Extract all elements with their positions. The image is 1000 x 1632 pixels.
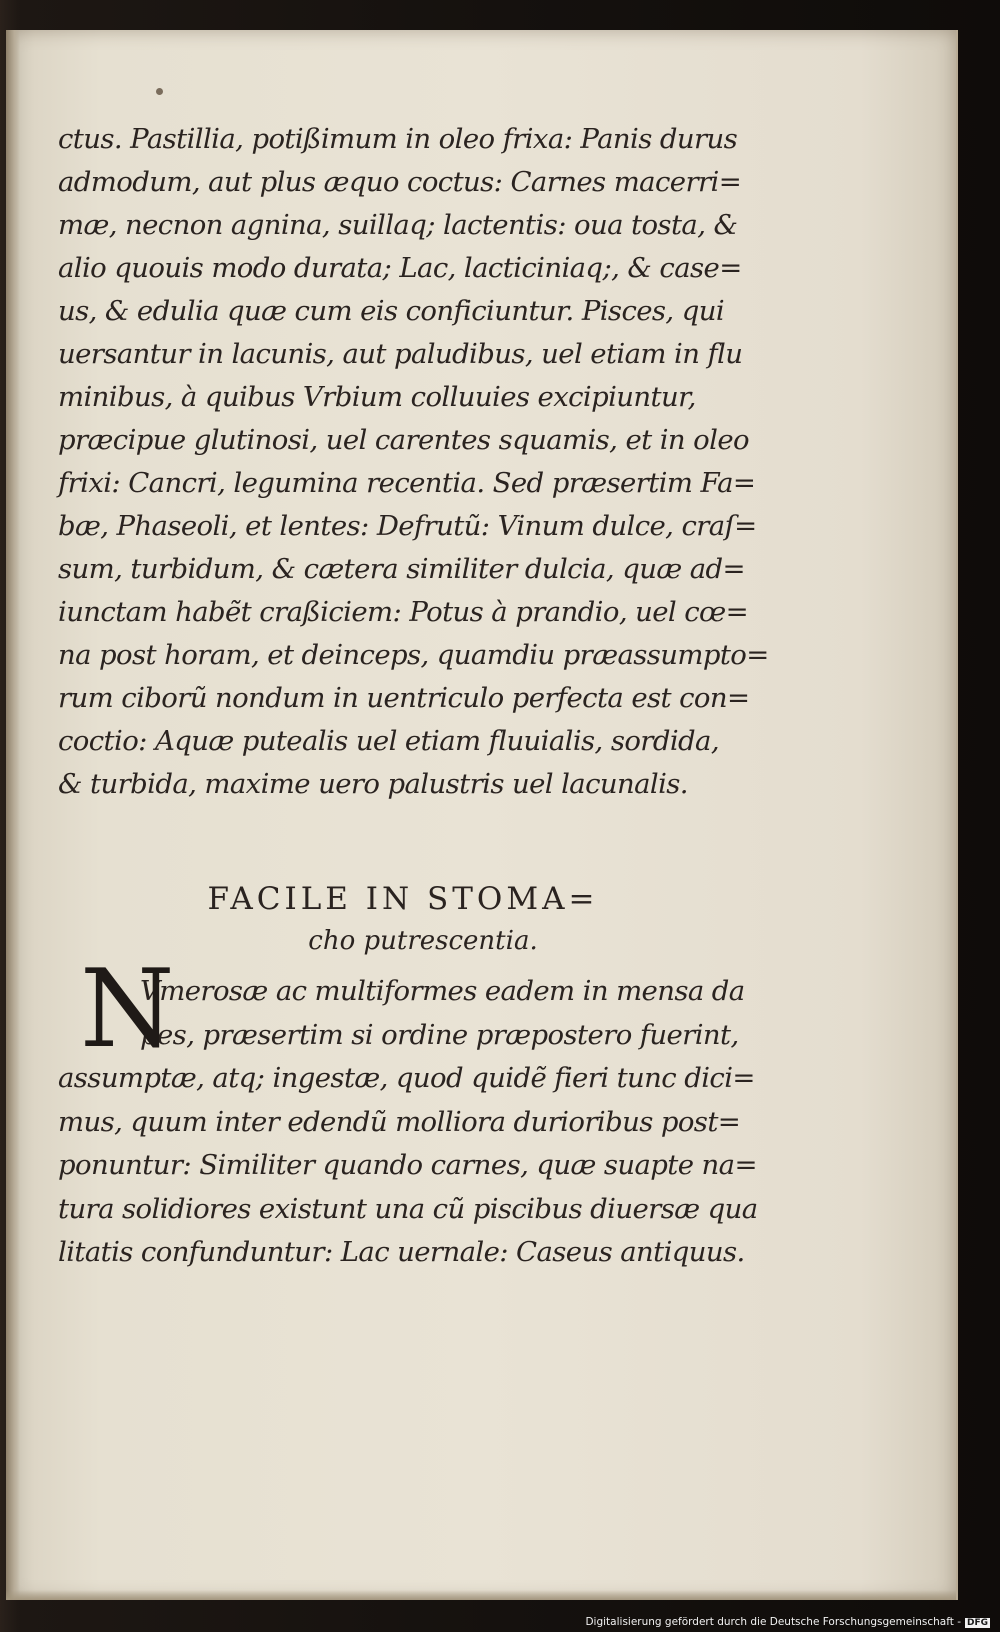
paragraph-1 <box>58 118 769 806</box>
text-line: alio quouis modo durata; Lac, lacticiniaq;, & case= <box>58 252 742 284</box>
paper-speck <box>156 88 163 95</box>
text-line: mæ, necnon agnina, suillaq; lactentis: oua tosta, & <box>58 209 738 241</box>
text-line: us, & edulia quæ cum eis conficiuntur. Pisces, qui <box>58 295 725 327</box>
text-line: præcipue glutinosi, uel carentes squamis, et in oleo <box>58 424 749 456</box>
page-gutter-shadow <box>6 30 20 1600</box>
text-line: bæ, Phaseoli, et lentes: Defrutũ: Vinum dulce, craſ= <box>58 510 757 542</box>
paragraph-2 <box>58 947 758 1275</box>
text-line: ctus. Pastillia, potißimum in oleo frixa: Panis durus <box>58 123 738 155</box>
text-line: Vmerosæ ac multiformes eadem in mensa da <box>140 975 745 1007</box>
text-line: mus, quum inter edendũ molliora durioribus post= <box>58 1105 741 1138</box>
text-line: admodum, aut plus æquo coctus: Carnes macerri= <box>58 166 742 198</box>
heading-title: FACILE IN STOMA= <box>207 881 599 917</box>
digitization-credit <box>585 1616 990 1628</box>
text-line: coctio: Aquæ putealis uel etiam fluuialis, sordida, <box>58 725 719 757</box>
dfg-logo: DFG <box>966 1618 988 1628</box>
text-line: rum ciborũ nondum in uentriculo perfecta est con= <box>58 682 750 714</box>
text-line: frixi: Cancri, legumina recentia. Sed præsertim Fa= <box>58 467 756 499</box>
text-line: assumptæ, atq; ingestæ, quod quidẽ fieri tunc dici= <box>58 1062 755 1094</box>
text-line: ponuntur: Similiter quando carnes, quæ suapte na= <box>58 1149 757 1181</box>
heading-subtitle: cho putrescentia. <box>308 926 538 956</box>
text-line: & turbida, maxime uero palustris uel lacunalis. <box>58 768 688 800</box>
text-line: uersantur in lacunis, aut paludibus, uel etiam in flu <box>58 338 743 370</box>
text-line: na post horam, et deinceps, quamdiu præassumpto= <box>58 639 769 671</box>
page-bottom-edge <box>6 1590 956 1600</box>
text-line: pes, præsertim si ordine præpostero fuerint, <box>140 1018 739 1051</box>
text-line: iunctam habẽt craßiciem: Potus à prandio, uel cœ= <box>58 596 749 628</box>
text-line: litatis confunduntur: Lac uernale: Caseus antiquus. <box>58 1236 745 1268</box>
text-line: minibus, à quibus Vrbium colluuies excipiuntur, <box>58 381 696 413</box>
credit-text: Digitalisierung gefördert durch die Deutsche Forschungsgemeinschaft - <box>585 1616 961 1628</box>
text-line: sum, turbidum, & cætera similiter dulcia, quæ ad= <box>58 553 745 585</box>
text-line: tura solidiores existunt una cũ piscibus diuersæ qua <box>58 1192 758 1225</box>
drop-cap: N <box>80 947 174 1072</box>
